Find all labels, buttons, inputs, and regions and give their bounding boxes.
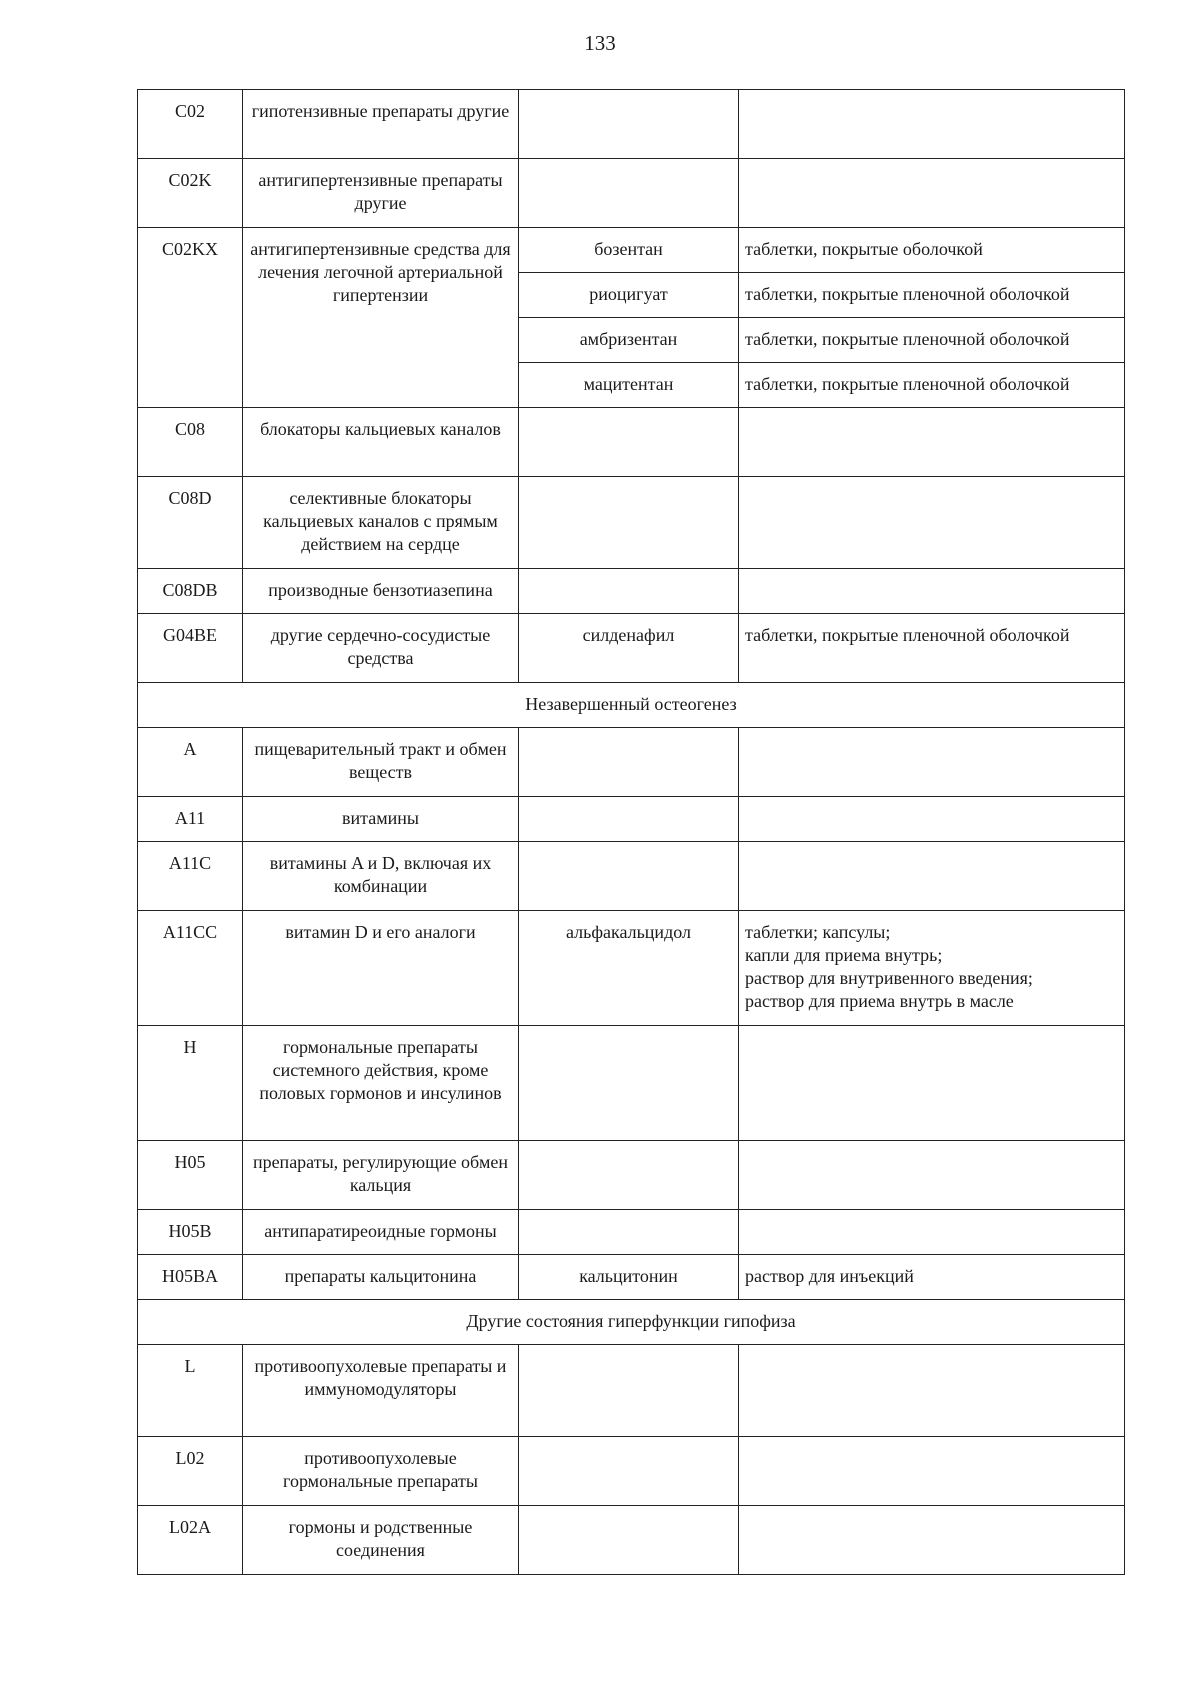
table-row: [138, 614, 1125, 683]
atc-code: H05: [138, 1141, 243, 1210]
drug-name: мацитентан: [519, 363, 739, 408]
drug-name: [519, 1437, 739, 1506]
table-row: [138, 408, 1125, 477]
table-row: [138, 90, 1125, 159]
dosage-form: [739, 159, 1125, 228]
table-row: [138, 1026, 1125, 1141]
drug-name: бозентан: [519, 228, 739, 273]
table-row: [138, 159, 1125, 228]
atc-code: G04BE: [138, 614, 243, 683]
group-name: препараты, регулирующие обмен кальция: [243, 1141, 519, 1210]
group-name: производные бензотиазепина: [243, 569, 519, 614]
dosage-form: [739, 911, 1125, 1026]
drug-name: [519, 1026, 739, 1141]
atc-code: L02: [138, 1437, 243, 1506]
group-name: другие сердечно-сосудистые средства: [243, 614, 519, 683]
drug-name: [519, 477, 739, 569]
table-row: [138, 797, 1125, 842]
dosage-form: [739, 1437, 1125, 1506]
atc-code: C08DB: [138, 569, 243, 614]
group-name: витамин D и его аналоги: [243, 911, 519, 1026]
table-row: [138, 228, 1125, 273]
atc-code: A11C: [138, 842, 243, 911]
dosage-form: [739, 1210, 1125, 1255]
dosage-form: таблетки, покрытые пленочной оболочкой: [739, 273, 1125, 318]
dosage-form: [739, 90, 1125, 159]
table-row: [138, 911, 1125, 1026]
atc-code: A11CC: [138, 911, 243, 1026]
atc-code: C08D: [138, 477, 243, 569]
dosage-form: [739, 569, 1125, 614]
table-row: [138, 1437, 1125, 1506]
drug-name: [519, 408, 739, 477]
dosage-form: таблетки, покрытые оболочкой: [739, 228, 1125, 273]
group-name: гормоны и родственные соединения: [243, 1506, 519, 1575]
drug-name: [519, 90, 739, 159]
table-row: [138, 1255, 1125, 1300]
drug-name: риоцигуат: [519, 273, 739, 318]
drug-name: силденафил: [519, 614, 739, 683]
dosage-form: раствор для инъекций: [739, 1255, 1125, 1300]
section-row: [138, 683, 1125, 728]
atc-code: A11: [138, 797, 243, 842]
atc-code: C08: [138, 408, 243, 477]
dosage-form: [739, 1026, 1125, 1141]
drug-name: [519, 1141, 739, 1210]
table-row: [138, 569, 1125, 614]
dosage-form: [739, 842, 1125, 911]
atc-code: L02A: [138, 1506, 243, 1575]
section-heading: Другие состояния гиперфункции гипофиза: [138, 1300, 1125, 1345]
group-name: антипаратиреоидные гормоны: [243, 1210, 519, 1255]
atc-code: C02K: [138, 159, 243, 228]
dosage-form-line: капли для приема внутрь;: [745, 945, 943, 965]
group-name: гипотензивные препараты другие: [243, 90, 519, 159]
atc-code: C02: [138, 90, 243, 159]
group-name: антигипертензивные препараты другие: [243, 159, 519, 228]
table-row: [138, 1141, 1125, 1210]
table-row: [138, 842, 1125, 911]
drug-name: [519, 842, 739, 911]
dosage-form: [739, 1141, 1125, 1210]
group-name: противоопухолевые препараты и иммуномодуляторы: [243, 1345, 519, 1437]
drug-name: кальцитонин: [519, 1255, 739, 1300]
group-name: витамины: [243, 797, 519, 842]
atc-code: C02KX: [138, 228, 243, 408]
dosage-form: [739, 477, 1125, 569]
atc-code: A: [138, 728, 243, 797]
dosage-form-line: таблетки; капсулы;: [745, 922, 891, 942]
table-row: [138, 728, 1125, 797]
group-name: противоопухолевые гормональные препараты: [243, 1437, 519, 1506]
dosage-form: [739, 728, 1125, 797]
group-name: блокаторы кальциевых каналов: [243, 408, 519, 477]
table-row: [138, 477, 1125, 569]
dosage-form: [739, 1506, 1125, 1575]
group-name: пищеварительный тракт и обмен веществ: [243, 728, 519, 797]
drug-name: [519, 159, 739, 228]
drug-name: [519, 728, 739, 797]
group-name: селективные блокаторы кальциевых каналов с прямым действием на сердце: [243, 477, 519, 569]
drug-name: амбризентан: [519, 318, 739, 363]
drug-name: [519, 1210, 739, 1255]
drug-name: альфакальцидол: [519, 911, 739, 1026]
table-row: [138, 1506, 1125, 1575]
atc-code: H05BA: [138, 1255, 243, 1300]
drug-name: [519, 1506, 739, 1575]
atc-code: H: [138, 1026, 243, 1141]
dosage-form: [739, 1345, 1125, 1437]
dosage-form: таблетки, покрытые пленочной оболочкой: [739, 363, 1125, 408]
atc-drug-table: [137, 89, 1125, 1575]
group-name: препараты кальцитонина: [243, 1255, 519, 1300]
dosage-form: таблетки, покрытые пленочной оболочкой: [739, 318, 1125, 363]
group-name: гормональные препараты системного действия, кроме половых гормонов и инсулинов: [243, 1026, 519, 1141]
section-row: [138, 1300, 1125, 1345]
drug-name: [519, 1345, 739, 1437]
dosage-form: таблетки, покрытые пленочной оболочкой: [739, 614, 1125, 683]
table-row: [138, 1345, 1125, 1437]
page-number: 133: [584, 31, 616, 55]
section-heading: Незавершенный остеогенез: [138, 683, 1125, 728]
drug-name: [519, 797, 739, 842]
group-name: витамины A и D, включая их комбинации: [243, 842, 519, 911]
group-name: антигипертензивные средства для лечения легочной артериальной гипертензии: [243, 228, 519, 408]
drug-name: [519, 569, 739, 614]
dosage-form-line: раствор для внутривенного введения;: [745, 968, 1033, 988]
dosage-form: [739, 408, 1125, 477]
table-row: [138, 1210, 1125, 1255]
atc-code: H05B: [138, 1210, 243, 1255]
atc-code: L: [138, 1345, 243, 1437]
dosage-form-line: раствор для приема внутрь в масле: [745, 991, 1014, 1011]
dosage-form: [739, 797, 1125, 842]
